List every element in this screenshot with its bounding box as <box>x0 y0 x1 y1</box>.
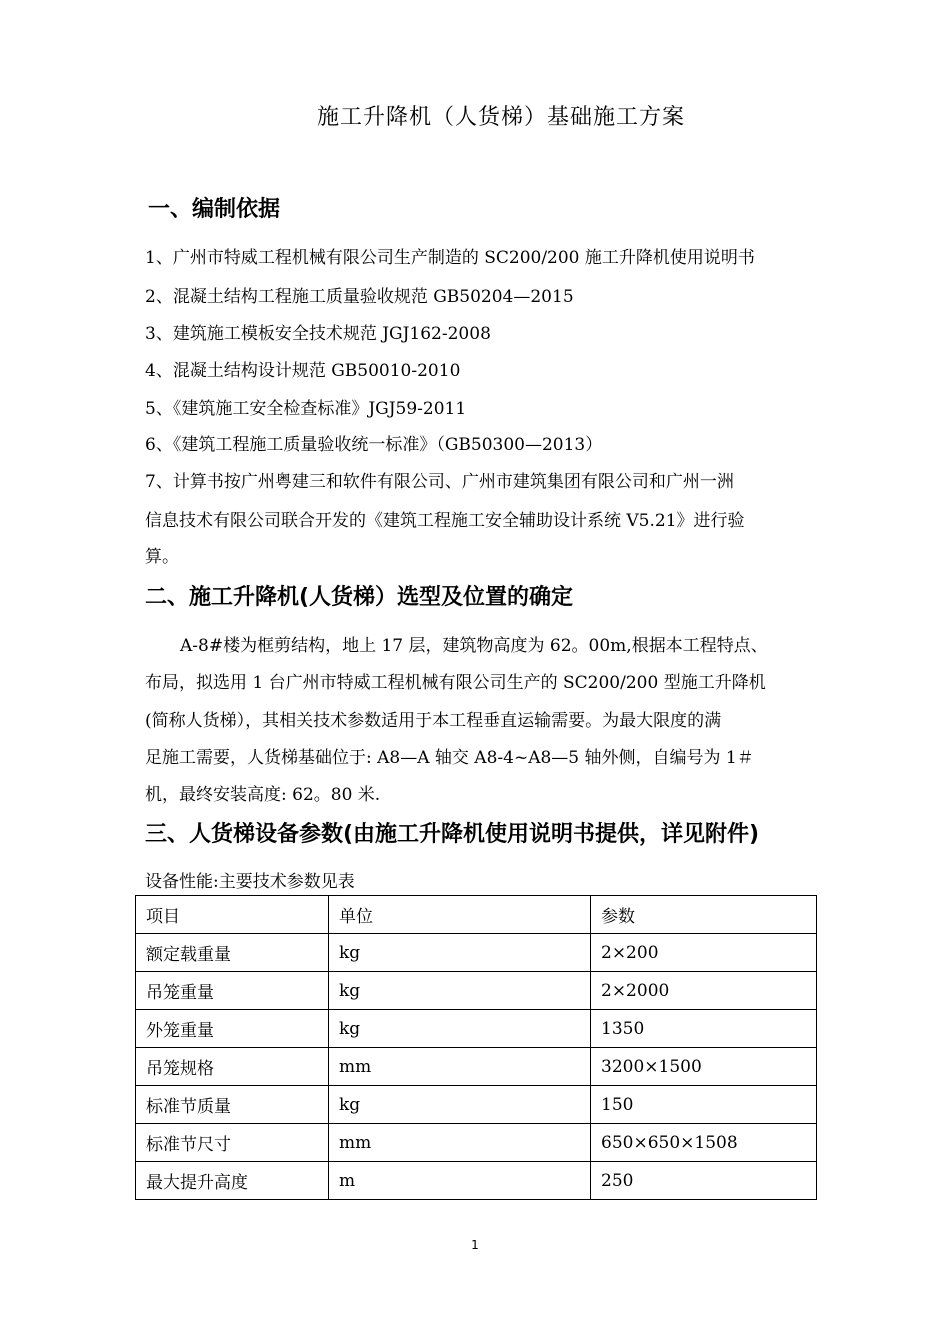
table-cell: 外笼重量 <box>136 1010 329 1048</box>
table-cell: 2×2000 <box>591 972 817 1010</box>
section2-paragraph-line-1: A-8#楼为框剪结构，地上 17 层，建筑物高度为 62。00m,根据本工程特点、 <box>180 636 768 656</box>
reference-item-2: 2、混凝土结构工程施工质量验收规范 GB50204—2015 <box>145 287 574 307</box>
reference-item-7-line-3: 算。 <box>145 547 179 567</box>
table-cell: 额定载重量 <box>136 934 329 972</box>
section2-paragraph-line-4: 足施工需要，人货梯基础位于: A8—A 轴交 A8-4~A8—5 轴外侧，自编号为 1＃ <box>145 748 754 768</box>
section2-heading: 二、施工升降机(人货梯）选型及位置的确定 <box>145 585 574 610</box>
table-cell: 650×650×1508 <box>591 1124 817 1162</box>
table-row <box>136 1010 817 1048</box>
table-cell: 3200×1500 <box>591 1048 817 1086</box>
table-header-cell: 参数 <box>591 896 817 934</box>
reference-item-3: 3、建筑施工模板安全技术规范 JGJ162-2008 <box>145 324 491 344</box>
reference-item-7-line-1: 7、计算书按广州粤建三和软件有限公司、广州市建筑集团有限公司和广州一洲 <box>145 472 734 492</box>
section3-heading: 三、人货梯设备参数(由施工升降机使用说明书提供，详见附件) <box>145 822 760 847</box>
table-row <box>136 1086 817 1124</box>
table-row <box>136 1162 817 1200</box>
document-title: 施工升降机（人货梯）基础施工方案 <box>316 105 685 130</box>
table-row <box>136 1124 817 1162</box>
reference-item-1: 1、广州市特威工程机械有限公司生产制造的 SC200/200 施工升降机使用说明书 <box>145 248 755 268</box>
table-header-cell: 项目 <box>136 896 329 934</box>
table-row <box>136 934 817 972</box>
table-cell: kg <box>329 1086 591 1124</box>
table-row <box>136 1048 817 1086</box>
table-cell: 最大提升高度 <box>136 1162 329 1200</box>
table-cell: 吊笼重量 <box>136 972 329 1010</box>
table-header-row <box>136 896 817 934</box>
table-cell: 1350 <box>591 1010 817 1048</box>
table-row <box>136 972 817 1010</box>
table-cell: kg <box>329 972 591 1010</box>
reference-item-5: 5、《建筑施工安全检查标准》JGJ59-2011 <box>145 399 467 419</box>
table-header-cell: 单位 <box>329 896 591 934</box>
table-cell: 标准节尺寸 <box>136 1124 329 1162</box>
table-cell: kg <box>329 1010 591 1048</box>
table-cell: kg <box>329 934 591 972</box>
section2-paragraph-line-5: 机，最终安装高度: 62。80 米. <box>145 785 381 805</box>
section1-heading: 一、编制依据 <box>148 197 281 222</box>
table-cell: 150 <box>591 1086 817 1124</box>
table-cell: 标准节质量 <box>136 1086 329 1124</box>
parameters-table <box>135 895 817 1200</box>
table-cell: mm <box>329 1048 591 1086</box>
section2-paragraph-line-2: 布局，拟选用 1 台广州市特威工程机械有限公司生产的 SC200/200 型施工升降机 <box>145 673 766 693</box>
reference-item-7-line-2: 信息技术有限公司联合开发的《建筑工程施工安全辅助设计系统 V5.21》进行验 <box>145 511 745 531</box>
reference-item-4: 4、混凝土结构设计规范 GB50010-2010 <box>145 361 461 381</box>
table-cell: 2×200 <box>591 934 817 972</box>
table-cell: 吊笼规格 <box>136 1048 329 1086</box>
page-number: 1 <box>471 1238 479 1252</box>
section2-paragraph-line-3: (简称人货梯），其相关技术参数适用于本工程垂直运输需要。为最大限度的满 <box>145 711 722 731</box>
table-cell: mm <box>329 1124 591 1162</box>
table-cell: 250 <box>591 1162 817 1200</box>
table-caption: 设备性能:主要技术参数见表 <box>145 872 355 892</box>
table-cell: m <box>329 1162 591 1200</box>
reference-item-6: 6、《建筑工程施工质量验收统一标准》（GB50300—2013） <box>145 435 603 455</box>
